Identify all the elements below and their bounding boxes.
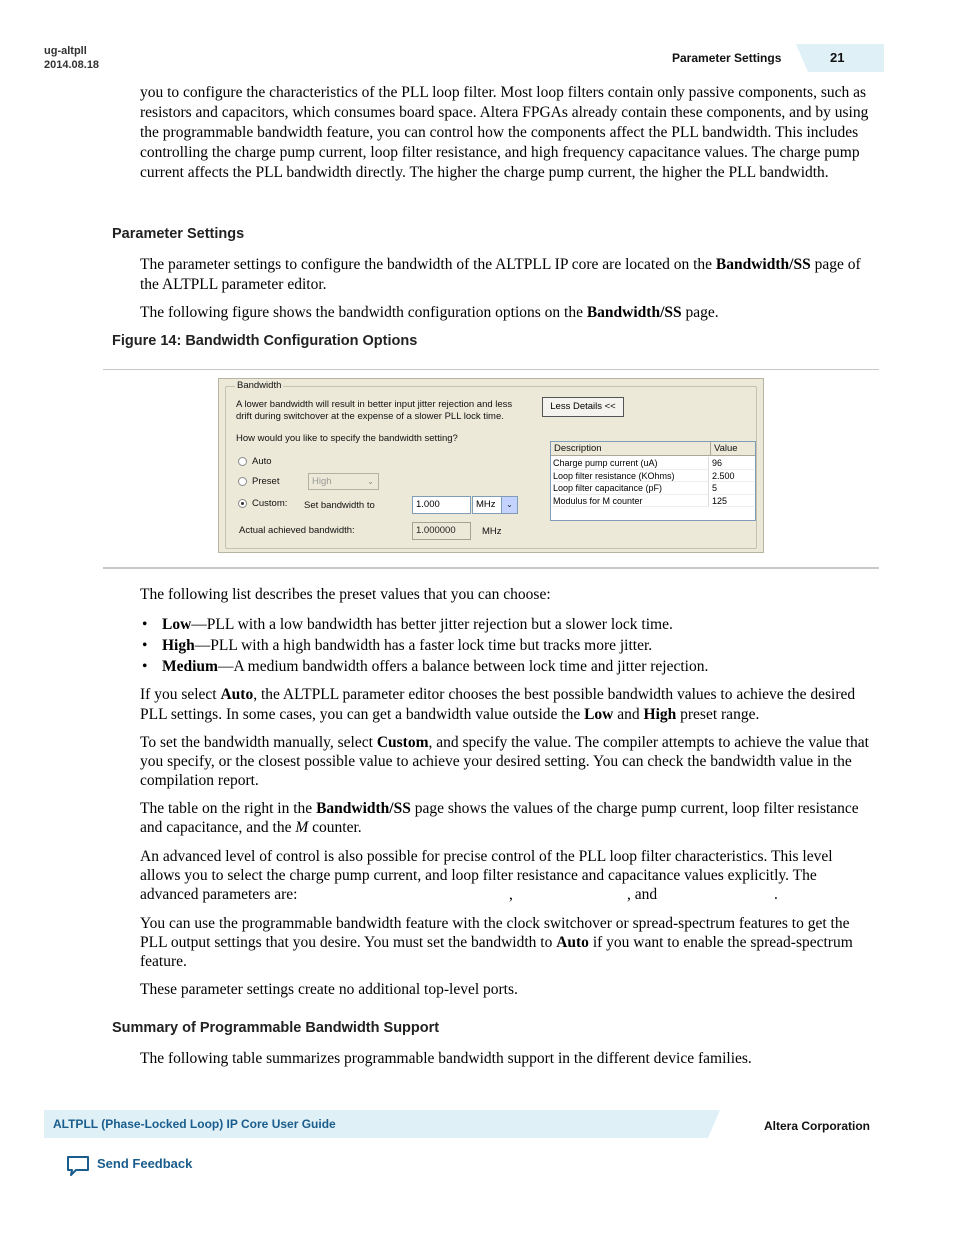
advanced-end: . [774,886,778,903]
actual-bandwidth-label: Actual achieved bandwidth: [239,525,355,536]
parameter-settings-paragraph-2: The following figure shows the bandwidth configuration options on the Bandwidth/SS page. [140,304,719,321]
intro-paragraph: you to configure the characteristics of the PLL loop filter. Most loop filters contain only passive components, such as resistors and capacitors, which consumes board space. Altera FPGAs already contain these components, and by using the programmable bandwidth feature, you can control how the components affect the PLL bandwidth. This includes controlling the charge pump current, loop filter resistance, and high frequency capacitance values. The charge pump current affects the PLL bandwidth directly. The higher the charge pump current, the higher the PLL bandwidth. [140,84,869,181]
figure-top-rule [103,369,879,370]
table-row: Loop filter resistance (KOhms) 2.500 [551,470,755,483]
column-header-description: Description [551,442,711,456]
bandwidth-groupbox [225,380,757,549]
summary-heading: Summary of Programmable Bandwidth Support [112,1020,440,1036]
table-row: Modulus for M counter 125 [551,495,755,508]
bandwidth-info-text: A lower bandwidth will result in better input jitter rejection and less drift during switchover at the expense of a slower PLL lock time. [236,399,513,422]
custom-paragraph: To set the bandwidth manually, select Custom, and specify the value. The compiler attempts to achieve the value that you specify, or the closest possible value to achieve your desired setting. You can check the bandwidth value in the compilation report. [140,734,869,789]
actual-bandwidth-unit: MHz [482,526,502,537]
groupbox-title: Bandwidth [237,380,282,391]
table-paragraph: The table on the right in the Bandwidth/SS page shows the values of the charge pump current, loop filter resistance and capacitance, and the M counter. [140,800,859,836]
list-item: • High—PLL with a high bandwidth has a faster lock time but tracks more jitter. [140,635,875,656]
parameter-settings-paragraph-1: The parameter settings to configure the bandwidth of the ALTPLL IP core are located on the Bandwidth/SS page of the ALTPLL parameter editor. [140,256,861,293]
table-row: Charge pump current (uA) 96 [551,457,755,470]
feedback-icon[interactable] [66,1155,90,1177]
column-header-value: Value [711,442,755,456]
bandwidth-value-input[interactable]: 1.000 [412,496,471,514]
presets-list [140,614,875,677]
page-number: 21 [830,50,845,65]
chevron-down-icon: ⌄ [367,477,374,486]
header-section-title: Parameter Settings [672,51,782,65]
radio-preset[interactable] [238,477,247,486]
preset-select-value: High [312,476,332,487]
figure-bottom-rule [103,567,879,569]
parameter-settings-heading: Parameter Settings [112,226,245,242]
preset-select[interactable] [308,473,379,490]
radio-auto-label: Auto [252,456,272,467]
chevron-down-icon: ⌄ [501,497,517,513]
send-feedback-link[interactable]: Send Feedback [97,1156,193,1171]
bandwidth-dialog-figure [218,378,764,553]
doc-code: ug-altpll [44,45,87,57]
presets-intro: The following list describes the preset values that you can choose: [140,586,551,603]
footer-guide-title[interactable]: ALTPLL (Phase-Locked Loop) IP Core User Guide [53,1117,336,1131]
footer-company: Altera Corporation [764,1119,871,1133]
auto-paragraph: If you select Auto, the ALTPLL parameter editor chooses the best possible bandwidth values to achieve the desired PLL settings. In some cases, you can get a bandwidth value outside the Low and High preset range. [140,686,856,723]
table-row: Loop filter capacitance (pF) 5 [551,482,755,495]
summary-paragraph: The following table summarizes programmable bandwidth support in the different device families. [140,1050,752,1067]
ports-paragraph: These parameter settings create no additional top-level ports. [140,981,518,998]
actual-bandwidth-value: 1.000000 [412,522,471,540]
advanced-separator-1: , [509,886,513,903]
radio-preset-label: Preset [252,476,280,487]
radio-auto[interactable] [238,457,247,466]
list-item: • Low—PLL with a low bandwidth has better jitter rejection but a slower lock time. [140,614,875,635]
list-item: • Medium—A medium bandwidth offers a balance between lock time and jitter rejection. [140,656,875,677]
figure-caption: Figure 14: Bandwidth Configuration Options [112,333,418,349]
bandwidth-unit-value: MHz [476,499,496,510]
loop-filter-parameter-table [550,441,756,521]
set-bandwidth-label: Set bandwidth to [304,500,375,511]
advanced-paragraph: An advanced level of control is also possible for precise control of the PLL loop filter characteristics. This level allows you to select the charge pump current, and loop filter resistance and capacitance values explicitly. The advanced parameters are: [140,848,833,903]
less-details-button[interactable]: Less Details << [542,397,624,417]
bandwidth-unit-select[interactable] [472,496,518,514]
bandwidth-question: How would you like to specify the bandwidth setting? [236,433,458,444]
radio-custom-label: Custom: [252,498,288,509]
advanced-separator-2: , and [627,886,658,903]
switchover-paragraph: You can use the programmable bandwidth feature with the clock switchover or spread-spectrum features to get the PLL output settings that you desire. You must set the bandwidth to Auto if you want to enable the spread-spectrum feature. [140,915,853,970]
document-id [44,44,99,72]
radio-custom[interactable] [238,499,247,508]
doc-date: 2014.08.18 [44,59,100,71]
